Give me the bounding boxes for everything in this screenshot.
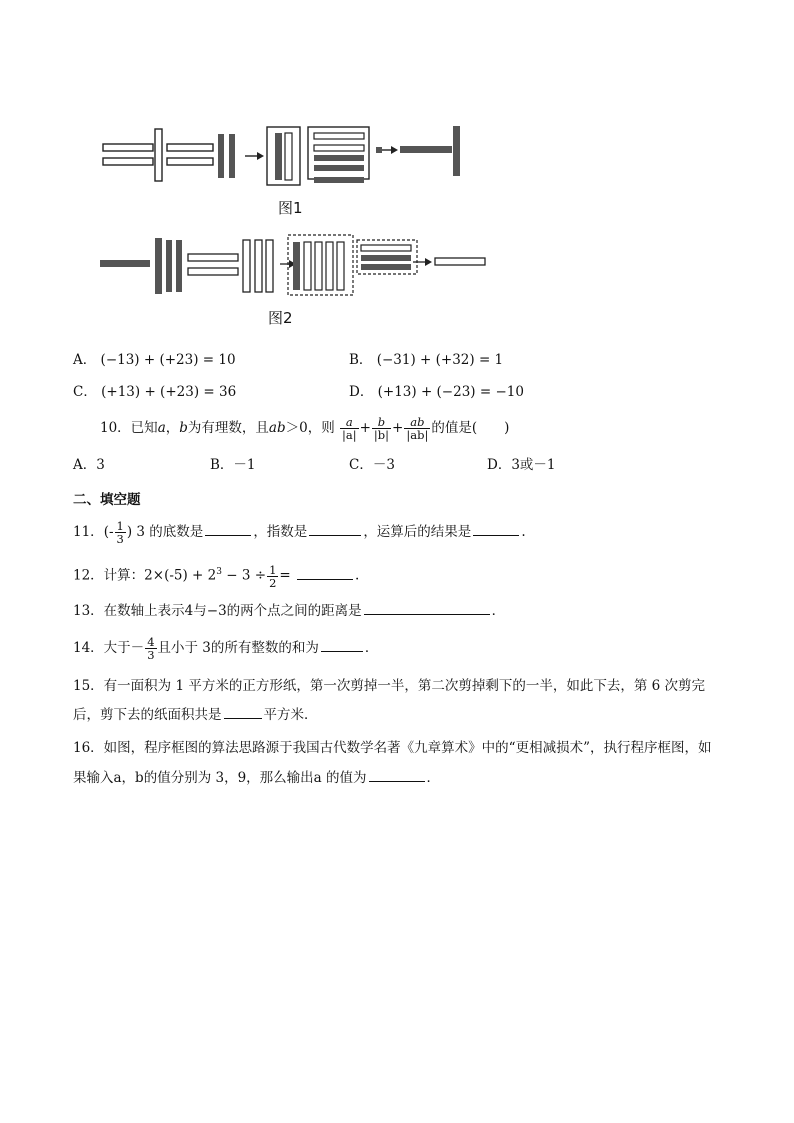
q12-exponent: 3 <box>216 567 222 577</box>
q12-fraction <box>267 564 278 589</box>
fraction-denominator: 3 <box>116 532 124 546</box>
fraction-numerator: b <box>372 416 391 429</box>
option-expression: (−13) + (+23) = 10 <box>100 352 236 368</box>
q14-part-1: 14．大于－ <box>73 640 145 656</box>
q11-paren-close: ) <box>126 524 133 540</box>
question-10 <box>100 416 509 441</box>
answer-blank[interactable] <box>224 704 262 719</box>
q10-fraction-3 <box>404 416 430 441</box>
q16-part-b: ． <box>426 770 440 786</box>
option-expression: (−31) + (+32) = 1 <box>376 352 504 368</box>
option-expression: (+13) + (−23) = −10 <box>377 384 524 400</box>
fraction-numerator: 1 <box>269 562 277 577</box>
answer-blank[interactable] <box>309 521 361 536</box>
q10-var-b: b <box>179 420 188 436</box>
q10-prefix: 10．已知 <box>100 420 158 436</box>
q11-part-3: ，运算后的结果是 <box>363 524 472 540</box>
fraction-numerator: a <box>340 416 359 429</box>
question-12 <box>73 562 359 589</box>
q12-part-2: − 3 ÷ <box>221 567 267 584</box>
q9-option-b <box>349 350 503 370</box>
option-expression: (+13) + (+23) = 36 <box>101 384 237 400</box>
q10-mid: 为有理数，且 <box>187 420 269 436</box>
q12-end: . <box>355 567 360 584</box>
q10-fraction-1 <box>340 416 359 441</box>
q12-part-1: 12．计算：2×(-5) + 2 <box>73 567 217 584</box>
q11-end: . <box>521 524 526 540</box>
q10-condition: ab <box>268 420 286 436</box>
figure-1-caption: 图1 <box>278 199 303 217</box>
section-title-fill-in: 二、填空题 <box>73 492 141 508</box>
q15-part-b: 平方米． <box>263 707 318 723</box>
option-text: 3或－1 <box>511 457 556 473</box>
question-14 <box>73 636 378 661</box>
q10-option-c <box>349 455 395 475</box>
q13-end: ． <box>491 603 506 619</box>
q16-part-a: 果输入a，b的值分别为 3，9，那么输出a 的值为 <box>73 770 367 786</box>
q11-part-2: ，指数是 <box>253 524 308 540</box>
q10-suffix: 的值是( ) <box>431 420 510 436</box>
question-11 <box>73 520 526 545</box>
option-letter: C． <box>73 384 97 400</box>
answer-blank[interactable] <box>205 521 251 536</box>
q14-part-2: 且小于 3的所有整数的和为 <box>157 640 319 656</box>
fraction-numerator: 4 <box>147 635 155 649</box>
figure-2-caption: 图2 <box>268 309 293 327</box>
q11-number: 11． <box>73 524 104 540</box>
answer-blank[interactable] <box>473 521 519 536</box>
fraction-denominator: |b| <box>373 428 390 442</box>
fraction-numerator: ab <box>404 416 430 429</box>
question-16-line-1: 16．如图，程序框图的算法思路源于我国古代数学名著《九章算术》中的“更相减损术”，执行程序框图，如 <box>73 740 712 756</box>
question-15-line-2 <box>73 704 318 725</box>
answer-blank[interactable] <box>297 565 353 580</box>
fraction-numerator: 1 <box>116 519 124 533</box>
option-text: －1 <box>233 457 256 473</box>
option-letter: A． <box>73 352 97 368</box>
question-16-line-2 <box>73 767 440 788</box>
option-text: －3 <box>372 457 395 473</box>
q9-option-c <box>73 382 236 402</box>
fraction-denominator: 3 <box>147 648 155 662</box>
q10-option-b <box>210 455 256 475</box>
plus-sign: + <box>359 420 371 436</box>
option-letter: D． <box>349 384 374 400</box>
q11-fraction <box>115 520 126 545</box>
option-letter: A． <box>73 457 97 473</box>
q10-condition-relation: ＞0，则 <box>285 420 335 436</box>
q14-fraction <box>145 636 156 661</box>
q13-text: 13．在数轴上表示4与−3的两个点之间的距离是 <box>73 603 362 619</box>
question-13 <box>73 600 505 621</box>
fraction-denominator: 2 <box>269 575 277 590</box>
q11-paren-open: (- <box>103 524 114 540</box>
q10-sep: ， <box>165 420 180 436</box>
q14-end: ． <box>364 640 379 656</box>
q15-part-a: 后，剪下去的纸面积共是 <box>73 707 222 723</box>
option-letter: D． <box>487 457 512 473</box>
q12-part-3: = <box>279 567 296 584</box>
q9-option-a <box>73 350 236 370</box>
q10-var-a: a <box>157 420 166 436</box>
q9-option-d <box>349 382 524 402</box>
answer-blank[interactable] <box>364 600 490 615</box>
fraction-denominator: |ab| <box>406 428 429 442</box>
option-letter: B． <box>349 352 373 368</box>
plus-sign: + <box>392 420 404 436</box>
fraction-denominator: |a| <box>342 428 357 442</box>
q10-option-a <box>73 455 105 475</box>
q10-fraction-2 <box>372 416 391 441</box>
answer-blank[interactable] <box>321 637 363 652</box>
option-letter: C． <box>349 457 373 473</box>
q11-part-1: 3 的底数是 <box>132 524 204 540</box>
figure-1-counting-rods <box>95 120 475 195</box>
option-letter: B． <box>210 457 234 473</box>
q10-option-d <box>487 455 556 475</box>
figure-2-counting-rods <box>95 230 495 305</box>
question-15-line-1: 15．有一面积为 1 平方米的正方形纸，第一次剪掉一半，第二次剪掉剩下的一半，如此下去，第 6 次剪完 <box>73 678 706 694</box>
option-text: 3 <box>96 457 105 473</box>
answer-blank[interactable] <box>369 767 425 782</box>
